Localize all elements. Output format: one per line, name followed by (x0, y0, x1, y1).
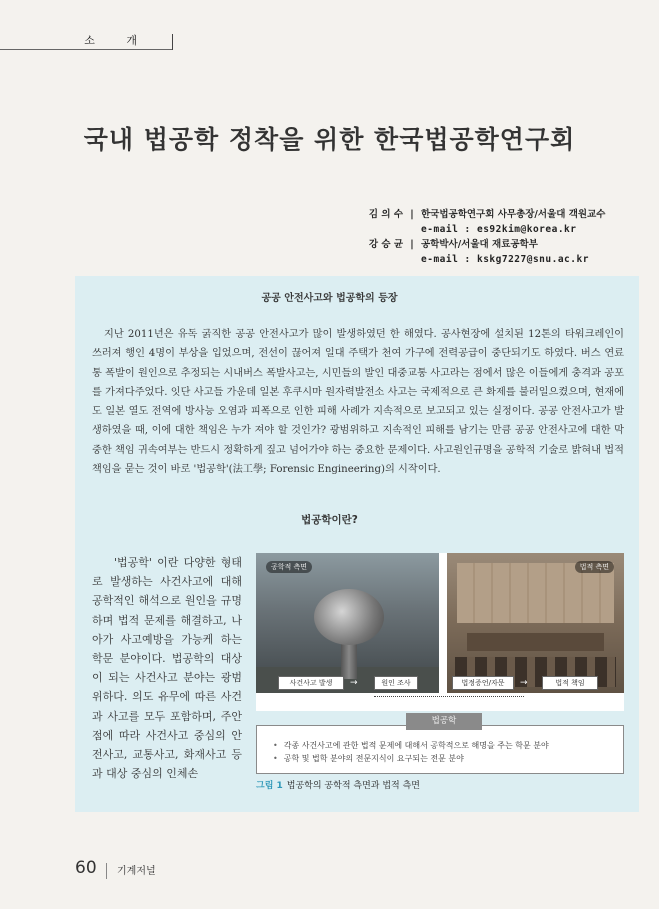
figure-caption (256, 778, 420, 791)
explosion-photo (256, 553, 439, 693)
definition-item (273, 752, 623, 765)
section-tag-divider (172, 34, 173, 50)
author-affiliation: 한국법공학연구회 사무총장/서울대 객원교수 (421, 209, 606, 220)
author-separator: | (410, 239, 414, 250)
legal-aspect-label: 법적 측면 (575, 561, 614, 573)
smoke-column (341, 639, 357, 679)
author-row (355, 237, 621, 252)
flow-arrow-icon: → (350, 678, 358, 688)
definition-item (273, 739, 623, 752)
page-number: 60 (75, 858, 97, 878)
flow-step: 법적 책임 (542, 676, 598, 690)
section-tag (0, 32, 173, 50)
subheading: 법공학이란? (301, 514, 358, 526)
author-email[interactable]: e-mail : es92kim@korea.kr (421, 224, 577, 235)
author-email-row (355, 252, 621, 267)
flow-arrow-icon: → (520, 678, 528, 688)
flow-step: 법정증언/자문 (452, 676, 514, 690)
flow-step: 사건사고 발생 (278, 676, 344, 690)
section-tag-label: 소 개 (84, 34, 151, 47)
definition-text: 각종 사건사고에 관한 법적 문제에 대해서 공학적으로 해명을 주는 학문 분야 (283, 741, 549, 750)
author-affiliation: 공학박사/서울대 재료공학부 (421, 239, 538, 250)
forensic-engineering-label: 법공학 (406, 713, 482, 730)
author-name: 김 의 수 (368, 209, 403, 220)
author-email[interactable]: e-mail : kskg7227@snu.ac.kr (421, 254, 589, 265)
author-block (355, 207, 621, 267)
bullet-icon: • (273, 754, 278, 763)
author-name: 강 승 균 (368, 239, 403, 250)
definition-box (256, 725, 624, 774)
bullet-icon: • (273, 741, 278, 750)
figure-image (256, 553, 624, 711)
body-paragraph: '법공학' 이란 다양한 형태로 발생하는 사건사고에 대해 공학적인 해석으로 원인을 규명하며 법적 문제를 해결하고, 나아가 사고예방을 가능케 하는 학문 분야이다. 법공학의 대상이 되는 사건사고 분야는 광범위하다. 의도 유무에 따른 사건과 사고를 모두 포함하며, 주안점에 따라 사건사고 중심의 안전사고, 교통사고, 화재사고 등과 대상 중심의 인체손 (92, 556, 242, 781)
author-email-row (355, 222, 621, 237)
caption-number: 그림 1 (256, 781, 283, 791)
definition-text: 공학 및 법학 분야의 전문지식이 요구되는 전문 분야 (283, 754, 464, 763)
journal-name: 기계저널 (117, 866, 156, 877)
judge-bench (467, 633, 604, 651)
flow-step: 원인 조사 (374, 676, 418, 690)
flow-connector (374, 696, 524, 697)
caption-text: 법공학의 공학적 측면과 법적 측면 (286, 781, 420, 791)
intro-paragraph: 지난 2011년은 유독 굵직한 공공 안전사고가 많이 발생하였던 한 해였다. 공사현장에 설치된 12톤의 타워크레인이 쓰러져 행인 4명이 부상을 입었으며, 전선이 끊어져 일대 주택가 천여 가구에 전력공급이 중단되기도 하였다. 버스 연료통 폭발이 원인으로 추정되는 시내버스 폭발사고는, 시민들의 발인 대중교통 사고라는 점에서 많은 이들에게 충격과 공포를 가져다주었다. 잇단 사고들 가운데 일본 후쿠시마 원자력발전소 사고는 국제적으로 큰 화제를 불러일으켰으며, 현재에도 일본 열도 전역에 방사능 오염과 피폭으로 인한 피해 사례가 지속적으로 보고되고 있는 실정이다. 공공 안전사고가 발생하였을 때, 이에 대한 책임은 누가 져야 할 것인가? 광범위하고 지속적인 피해를 남기는 만큼 공공 안전사고에 대한 막중한 책임 귀속여부는 반드시 정확하게 짚고 넘어가야 하는 중요한 문제이다. 사고원인규명을 공학적 기술로 밝혀내 법적 책임을 묻는 것이 바로 '법공학'(法工學; Forensic Engineering)의 시작이다. (92, 329, 624, 476)
article-title: 국내 법공학 정착을 위한 한국법공학연구회 (83, 125, 576, 154)
explosion-cloud (314, 589, 384, 645)
box-heading: 공공 안전사고와 법공학의 등장 (261, 293, 398, 304)
author-row (355, 207, 621, 222)
author-separator: | (410, 209, 414, 220)
footer-divider (106, 863, 107, 879)
courtroom-photo (447, 553, 624, 693)
engineering-aspect-label: 공학적 측면 (266, 561, 312, 573)
